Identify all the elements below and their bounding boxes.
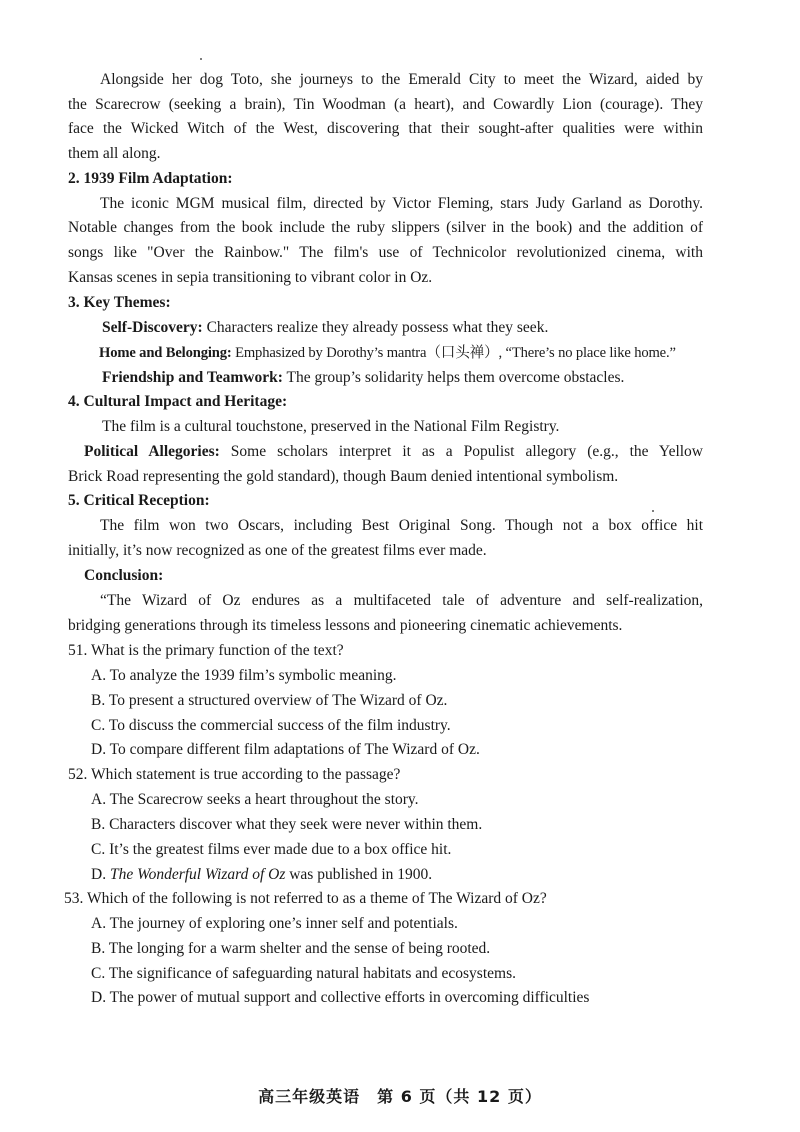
- question-53-option-b: B. The longing for a warm shelter and the sense of being rooted.: [91, 940, 491, 957]
- theme-text: The group’s solidarity helps them overcome obstacles.: [282, 369, 625, 386]
- page-footer: 高三年级英语 第 6 页（共 12 页）: [258, 1087, 542, 1106]
- section-heading: 4. Cultural Impact and Heritage:: [68, 393, 288, 410]
- intro-line: face the Wicked Witch of the West, discovering that their sought-after qualities were within: [68, 120, 703, 137]
- option-text: was published in 1900.: [285, 866, 433, 883]
- section-heading: 5. Critical Reception:: [68, 492, 210, 509]
- theme-label: Friendship and Teamwork:: [102, 369, 283, 386]
- cultural-line: Brick Road representing the gold standard), though Baum denied intentional symbolism.: [68, 468, 619, 485]
- critical-line: The film won two Oscars, including Best Original Song. Though not a box office hit: [100, 517, 703, 534]
- film-line: Notable changes from the book include the ruby slippers (silver in the book) and the addition of: [68, 219, 703, 236]
- critical-line: initially, it’s now recognized as one of the greatest films ever made.: [68, 542, 487, 559]
- question-53-option-a: A. The journey of exploring one’s inner self and potentials.: [91, 915, 458, 932]
- conclusion-heading: Conclusion:: [84, 567, 164, 584]
- film-line: songs like "Over the Rainbow." The film's use of Technicolor revolutionized cinema, with: [68, 244, 703, 261]
- political-line: [84, 442, 703, 462]
- section-heading: 3. Key Themes:: [68, 294, 171, 311]
- question-53-option-c: C. The significance of safeguarding natural habitats and ecosystems.: [91, 965, 516, 982]
- intro-line: the Scarecrow (seeking a brain), Tin Woodman (a heart), and Cowardly Lion (courage). They: [68, 96, 703, 113]
- option-prefix: D.: [91, 866, 110, 883]
- question-53-option-d: D. The power of mutual support and collective efforts in overcoming difficulties: [91, 989, 590, 1006]
- theme-friendship: [102, 368, 624, 388]
- theme-home: [99, 343, 676, 363]
- question-53-stem: 53. Which of the following is not referred to as a theme of The Wizard of Oz?: [64, 890, 547, 907]
- conclusion-line: “The Wizard of Oz endures as a multifaceted tale of adventure and self-realization,: [100, 592, 703, 609]
- film-line: The iconic MGM musical film, directed by Victor Fleming, stars Judy Garland as Dorothy.: [100, 195, 703, 212]
- theme-label: Self-Discovery:: [102, 319, 203, 336]
- scan-speck: [200, 58, 202, 60]
- cultural-line: The film is a cultural touchstone, preserved in the National Film Registry.: [102, 418, 560, 435]
- question-51-option-c: C. To discuss the commercial success of the film industry.: [91, 717, 451, 734]
- question-52-option-c: C. It’s the greatest films ever made due to a box office hit.: [91, 841, 452, 858]
- scan-speck: [652, 510, 654, 512]
- theme-label: Home and Belonging:: [99, 345, 232, 361]
- question-51-stem: 51. What is the primary function of the text?: [68, 642, 344, 659]
- question-51-option-d: D. To compare different film adaptations of The Wizard of Oz.: [91, 741, 480, 758]
- political-label: Political Allegories:: [84, 443, 220, 460]
- intro-line: them all along.: [68, 145, 161, 162]
- film-line: Kansas scenes in sepia transitioning to vibrant color in Oz.: [68, 269, 433, 286]
- theme-self-discovery: [102, 318, 548, 338]
- book-title: The Wonderful Wizard of Oz: [109, 866, 286, 883]
- question-52-stem: 52. Which statement is true according to the passage?: [68, 766, 401, 783]
- theme-text: Emphasized by Dorothy’s mantra（口头禅）, “There’s no place like home.”: [231, 345, 676, 361]
- question-52-option-d: [91, 865, 432, 885]
- political-text: Some scholars interpret it as a Populist allegory (e.g., the Yellow: [219, 443, 704, 460]
- conclusion-line: bridging generations through its timeless lessons and pioneering cinematic achievements.: [68, 617, 623, 634]
- question-52-option-b: B. Characters discover what they seek were never within them.: [91, 816, 483, 833]
- theme-text: Characters realize they already possess what they seek.: [202, 319, 549, 336]
- intro-line: Alongside her dog Toto, she journeys to the Emerald City to meet the Wizard, aided by: [100, 71, 703, 88]
- question-51-option-a: A. To analyze the 1939 film’s symbolic meaning.: [91, 667, 397, 684]
- question-52-option-a: A. The Scarecrow seeks a heart throughout the story.: [91, 791, 419, 808]
- question-51-option-b: B. To present a structured overview of The Wizard of Oz.: [91, 692, 448, 709]
- section-heading: 2. 1939 Film Adaptation:: [68, 170, 233, 187]
